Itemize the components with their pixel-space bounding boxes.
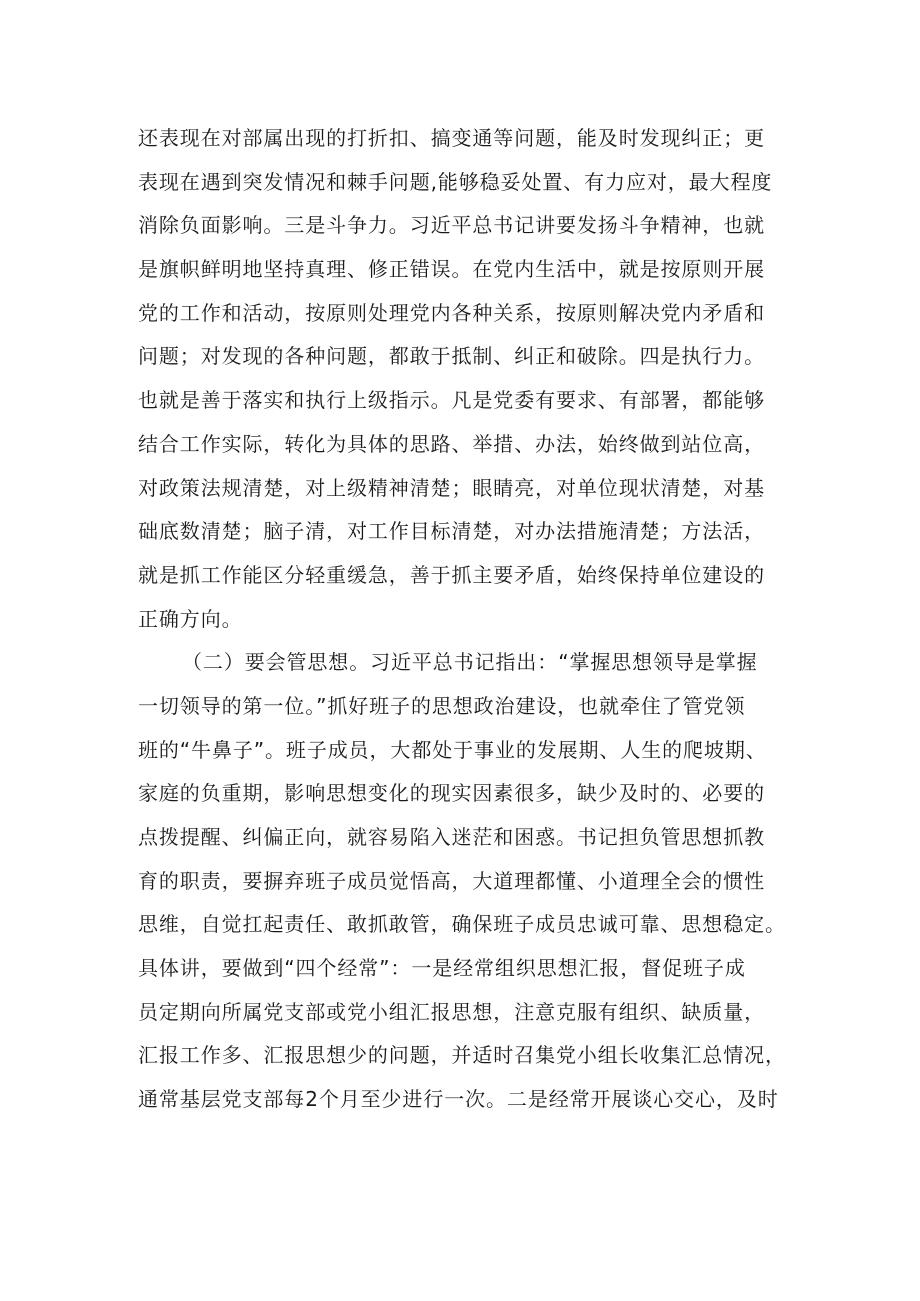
text-line: 问题；对发现的各种问题，都敢于抵制、纠正和破除。四是执行力。 xyxy=(138,344,765,369)
text-line: 点拨提醒、纠偏正向，就容易陷入迷茫和困惑。书记担负管思想抓教 xyxy=(138,825,765,849)
text-line: 础底数清楚；脑子清，对工作目标清楚，对办法措施清楚；方法活， xyxy=(138,519,765,544)
body-text xyxy=(138,117,798,1122)
text-line: 是旗帜鲜明地坚持真理、修正错误。在党内生活中，就是按原则开展 xyxy=(138,257,765,282)
text-line: 一切领导的第一位。”抓好班子的思想政治建设，也就牵住了管党领 xyxy=(138,693,746,718)
text-line: 也就是善于落实和执行上级指示。凡是党委有要求、有部署，都能够 xyxy=(138,388,765,413)
text-line: 就是抓工作能区分轻重缓急，善于抓主要矛盾，始终保持单位建设的 xyxy=(138,562,765,587)
text-line: 具体讲，要做到“四个经常”：一是经常组织思想汇报，督促班子成 xyxy=(138,956,746,981)
section-heading-line: （二）要会管思想。习近平总书记指出：“掌握思想领导是掌握 xyxy=(182,650,758,675)
text-line: 结合工作实际，转化为具体的思路、举措、办法，始终做到站位高， xyxy=(138,431,765,456)
text-line: 通常基层党支部每2个月至少进行一次。二是经常开展谈心交心，及时 xyxy=(138,1087,779,1112)
text-line: 党的工作和活动，按原则处理党内各种关系，按原则解决党内矛盾和 xyxy=(138,300,765,325)
text-line: 育的职责，要摒弃班子成员觉悟高，大道理都懂、小道理全会的惯性 xyxy=(138,868,765,893)
text-line: 正确方向。 xyxy=(138,606,243,631)
text-line: 思维，自觉扛起责任、敢抓敢管，确保班子成员忠诚可靠、思想稳定。 xyxy=(138,912,786,937)
text-line: 员定期向所属党支部或党小组汇报思想，注意克服有组织、缺质量， xyxy=(138,999,765,1024)
text-line: 消除负面影响。三是斗争力。习近平总书记讲要发扬斗争精神，也就 xyxy=(138,213,765,238)
text-line: 表现在遇到突发情况和棘手问题,能够稳妥处置、有力应对，最大程度 xyxy=(138,169,773,194)
text-line: 对政策法规清楚，对上级精神清楚；眼睛亮，对单位现状清楚，对基 xyxy=(138,475,765,500)
text-line: 汇报工作多、汇报思想少的问题，并适时召集党小组长收集汇总情况， xyxy=(138,1043,786,1068)
text-line: 家庭的负重期，影响思想变化的现实因素很多，缺少及时的、必要的 xyxy=(138,781,765,806)
text-line: 班的“牛鼻子”。班子成员，大都处于事业的发展期、人生的爬坡期、 xyxy=(138,737,767,762)
text-line: 还表现在对部属出现的打折扣、搞变通等问题，能及时发现纠正；更 xyxy=(138,126,765,150)
